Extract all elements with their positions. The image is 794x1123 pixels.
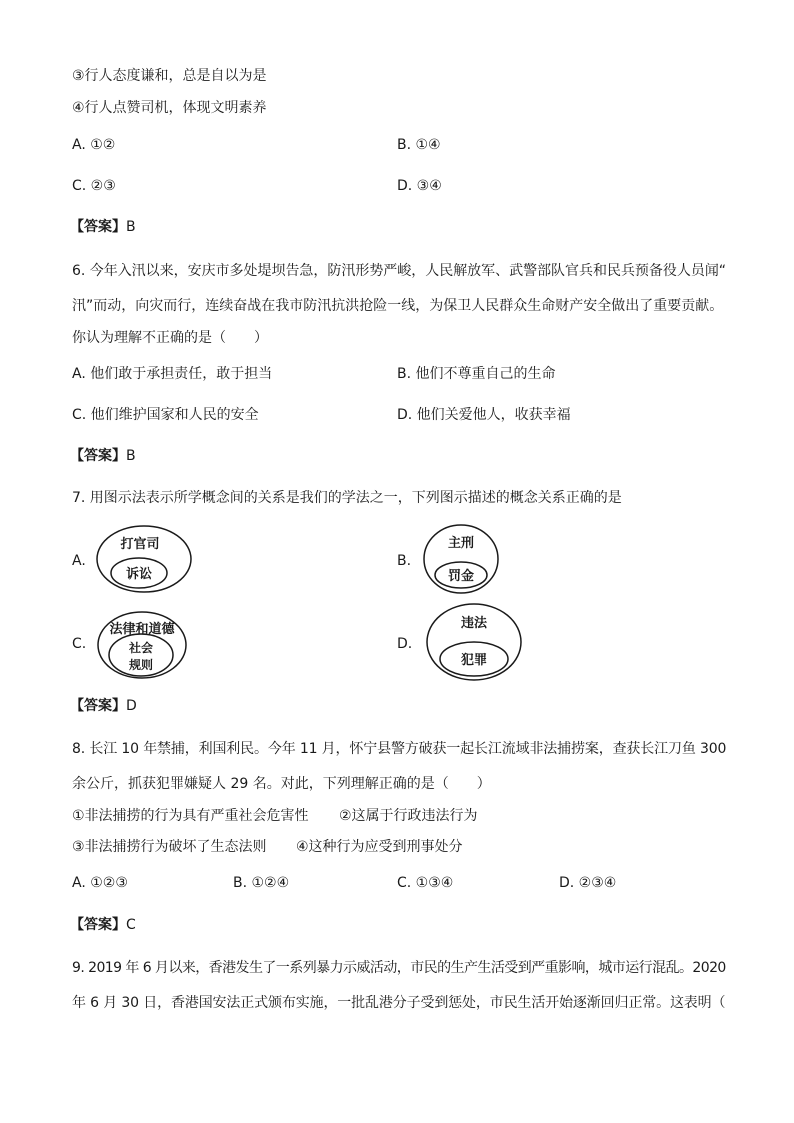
inner-label-2: 规则 bbox=[128, 658, 154, 672]
q8-option-d: D. ②③④ bbox=[559, 875, 617, 891]
q8-statement-1: ①非法捕捞的行为具有严重社会危害性 bbox=[72, 808, 309, 824]
q6-stem-line-3: 你认为理解不正确的是（ ） bbox=[72, 330, 268, 346]
inner-label-1: 社会 bbox=[128, 641, 154, 655]
q7-label-b: B. bbox=[397, 553, 412, 569]
q5-option-a: A. ①② bbox=[72, 137, 116, 153]
q7-label-c: C. bbox=[72, 636, 87, 652]
outer-label: 法律和道德 bbox=[109, 622, 175, 637]
q7-diagram-c bbox=[96, 609, 190, 681]
q8-statement-2: ②这属于行政违法行为 bbox=[339, 808, 478, 824]
q6-option-c: C. 他们维护国家和人民的安全 bbox=[72, 407, 259, 423]
answer-label: 【答案】 bbox=[70, 448, 126, 464]
outer-label: 违法 bbox=[460, 616, 488, 631]
q8-statement-3: ③非法捕捞行为破坏了生态法则 bbox=[72, 839, 267, 855]
q8-option-a: A. ①②③ bbox=[72, 875, 128, 891]
q7-diagram-b bbox=[421, 522, 501, 597]
q6-stem-line-1: 6. 今年入汛以来，安庆市多处堤坝告急，防汛形势严峻，人民解放军、武警部队官兵和民兵预备役人员闻“ bbox=[72, 263, 727, 279]
q7-label-d: D. bbox=[397, 636, 413, 652]
q7-stem: 7. 用图示法表示所学概念间的关系是我们的学法之一，下列图示描述的概念关系正确的是 bbox=[72, 490, 622, 506]
answer-value: C bbox=[126, 917, 136, 933]
q9-stem-line-1: 9. 2019 年 6 月以来，香港发生了一系列暴力示威活动，市民的生产生活受到严重影响，城市运行混乱。2020 bbox=[72, 960, 726, 976]
q7-diagram-d bbox=[424, 601, 524, 683]
outer-ellipse bbox=[97, 526, 191, 592]
answer-label: 【答案】 bbox=[70, 698, 126, 714]
answer-value: B bbox=[126, 219, 136, 235]
inner-label: 诉讼 bbox=[125, 567, 153, 582]
q6-stem-line-2: 汛”而动，向灾而行，连续奋战在我市防汛抗洪抢险一线，为保卫人民群众生命财产安全做出了重要贡献。 bbox=[72, 298, 724, 314]
q8-stem-line-2: 余公斤，抓获犯罪嫌疑人 29 名。对此，下列理解正确的是（ ） bbox=[72, 776, 491, 792]
q9-stem-line-2: 年 6 月 30 日，香港国安法正式颁布实施，一批乱港分子受到惩处，市民生活开始逐渐回归正常。这表明（ bbox=[72, 995, 726, 1011]
q6-option-d: D. 他们关爱他人，收获幸福 bbox=[397, 407, 571, 423]
q5-option-d: D. ③④ bbox=[397, 178, 442, 194]
q8-answer bbox=[70, 916, 136, 934]
q8-stem-line-1: 8. 长江 10 年禁捕，利国利民。今年 11 月，怀宁县警方破获一起长江流域非法捕捞案，查获长江刀鱼 300 bbox=[72, 741, 727, 757]
q8-option-c: C. ①③④ bbox=[397, 875, 454, 891]
q7-answer bbox=[70, 697, 137, 715]
answer-label: 【答案】 bbox=[70, 219, 126, 235]
q7-diagram-a bbox=[94, 523, 196, 595]
q8-option-b: B. ①②④ bbox=[233, 875, 290, 891]
q5-statement-4: ④行人点赞司机，体现文明素养 bbox=[72, 100, 267, 116]
answer-label: 【答案】 bbox=[70, 917, 126, 933]
answer-value: D bbox=[126, 698, 137, 714]
inner-label: 罚金 bbox=[447, 569, 475, 584]
q5-statement-3: ③行人态度谦和，总是自以为是 bbox=[72, 68, 267, 84]
inner-label: 犯罪 bbox=[460, 653, 488, 668]
q8-statement-4: ④这种行为应受到刑事处分 bbox=[296, 839, 463, 855]
q5-option-c: C. ②③ bbox=[72, 178, 116, 194]
outer-label: 打官司 bbox=[120, 537, 160, 552]
q6-option-b: B. 他们不尊重自己的生命 bbox=[397, 366, 556, 382]
q6-answer bbox=[70, 447, 136, 465]
q5-option-b: B. ①④ bbox=[397, 137, 441, 153]
q5-answer bbox=[70, 218, 136, 236]
outer-label: 主刑 bbox=[447, 536, 475, 551]
q6-option-a: A. 他们敢于承担责任，敢于担当 bbox=[72, 366, 273, 382]
q7-label-a: A. bbox=[72, 553, 86, 569]
answer-value: B bbox=[126, 448, 136, 464]
